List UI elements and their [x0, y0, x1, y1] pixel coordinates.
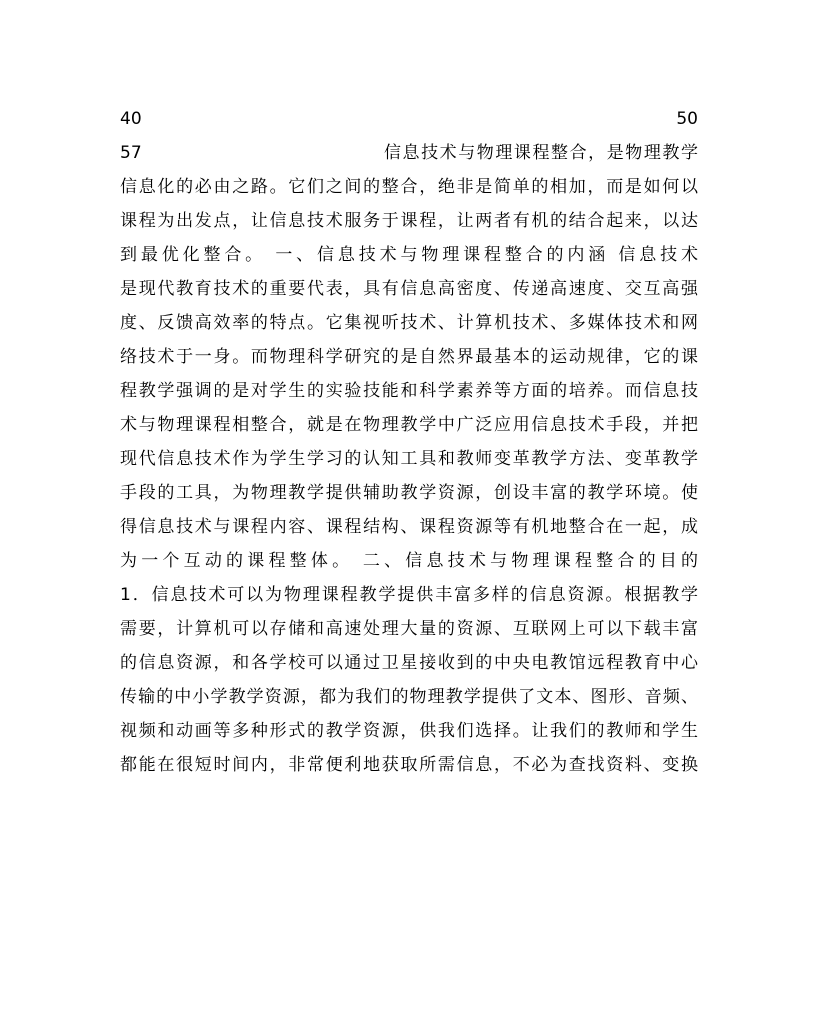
paragraph-line: 的信息资源，和各学校可以通过卫星接收到的中央电教馆远程教育中心: [120, 653, 698, 673]
paragraph-line: 课程为出发点，让信息技术服务于课程，让两者有机的结合起来，以达: [120, 211, 698, 231]
paragraph-line: 1．信息技术可以为物理课程教学提供丰富多样的信息资源。根据教学: [120, 585, 698, 605]
paragraph-line: 度、反馈高效率的特点。它集视听技术、计算机技术、多媒体技术和网: [120, 313, 698, 333]
paragraph-line: 得信息技术与课程内容、课程结构、课程资源等有机地整合在一起，成: [120, 517, 698, 537]
paragraph-line: 手段的工具，为物理教学提供辅助教学资源，创设丰富的教学环境。使: [120, 483, 698, 503]
paragraph-line: 是现代教育技术的重要代表，具有信息高密度、传递高速度、交互高强: [120, 279, 698, 299]
header-row: [120, 105, 698, 139]
paragraph-line: 为一个互动的课程整体。 二、信息技术与物理课程整合的目的: [120, 551, 698, 571]
header-right-number: 50: [676, 109, 698, 129]
paragraph-line: 都能在很短时间内，非常便利地获取所需信息，不必为查找资料、变换: [120, 755, 698, 775]
first-line-number: 57: [120, 143, 142, 163]
header-left-number: 40: [120, 109, 142, 129]
first-line-text: 信息技术与物理课程整合，是物理教学: [384, 143, 698, 163]
paragraph-line: 术与物理课程相整合，就是在物理教学中广泛应用信息技术手段，并把: [120, 415, 698, 435]
first-text-row: [120, 139, 698, 173]
paragraph-line: 到最优化整合。 一、信息技术与物理课程整合的内涵 信息技术: [120, 245, 698, 265]
paragraph-line: 视频和动画等多种形式的教学资源，供我们选择。让我们的教师和学生: [120, 721, 698, 741]
paragraph-line: 信息化的必由之路。它们之间的整合，绝非是简单的相加，而是如何以: [120, 177, 698, 197]
paragraph-line: 现代信息技术作为学生学习的认知工具和教师变革教学方法、变革教学: [120, 449, 698, 469]
body-text: [120, 105, 698, 785]
paragraph-line: 络技术于一身。而物理科学研究的是自然界最基本的运动规律，它的课: [120, 347, 698, 367]
paragraph-line: 传输的中小学教学资源，都为我们的物理教学提供了文本、图形、音频、: [120, 687, 698, 707]
paragraph-line: 程教学强调的是对学生的实验技能和科学素养等方面的培养。而信息技: [120, 381, 698, 401]
paragraph-line: 需要，计算机可以存储和高速处理大量的资源、互联网上可以下载丰富: [120, 619, 698, 639]
